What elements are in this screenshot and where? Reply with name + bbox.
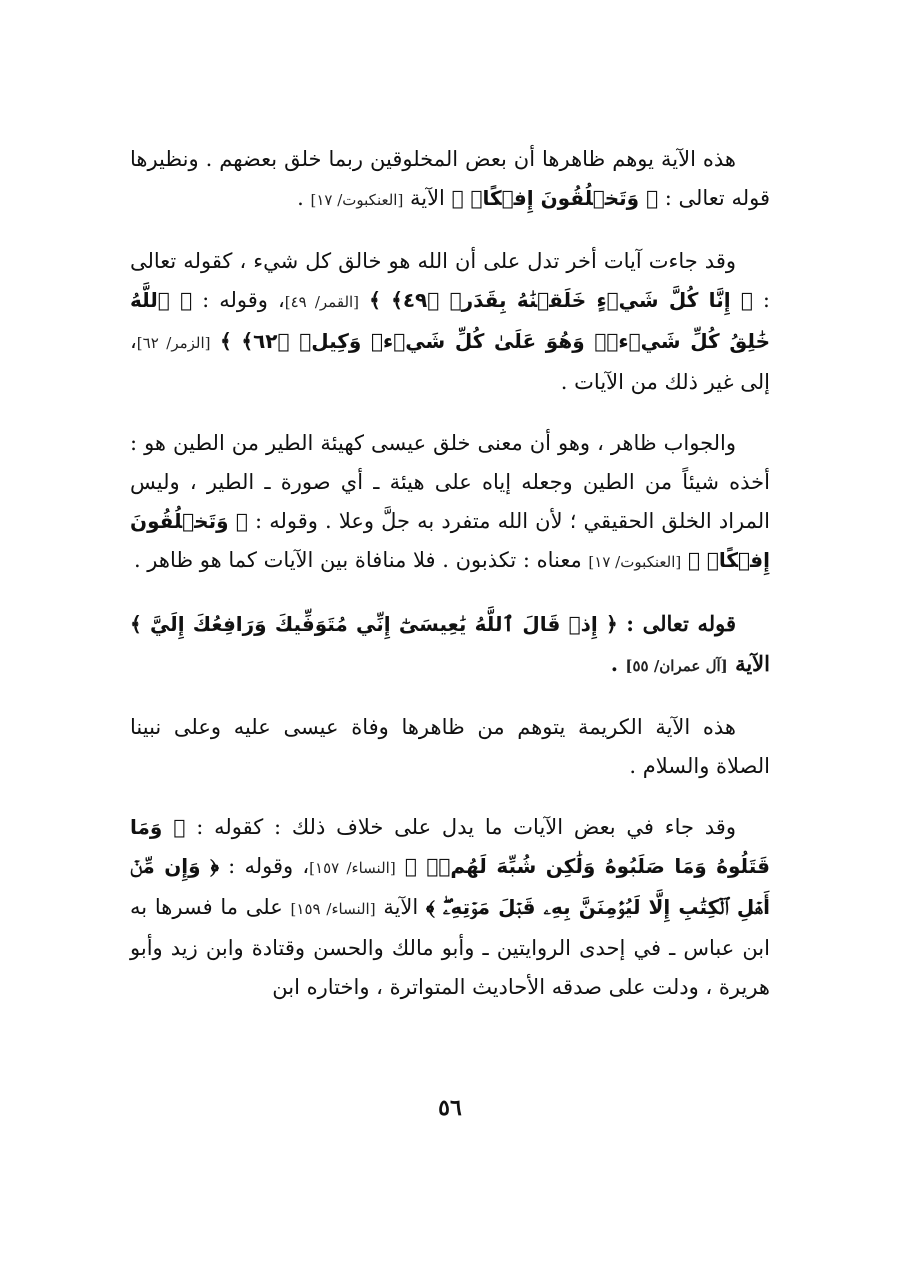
paragraph-6	[130, 808, 770, 1007]
paragraph-5	[130, 708, 770, 786]
paragraph-text: والجواب ظاهر ، وهو أن معنى خلق عيسى كهيئة الطير من الطين هو : أخذه شيئاً من الطين وجعله إياه على هيئة ـ أي صورة ـ الطير ، وليس المراد الخلق الحقيقي ؛ لأن الله متفرد به جلَّ وعلا . وقوله :	[130, 431, 770, 533]
paragraph-2	[130, 242, 770, 402]
paragraph-text: الآية	[727, 651, 770, 676]
page-body	[130, 140, 770, 1029]
quran-verse: ﴿ وَإِن مِّنۡ أَهۡلِ ٱلۡكِتَٰبِ إِلَّا لَيُؤۡمِنَنَّ بِهِۦ قَبۡلَ مَوۡتِهِۦۖ ﴾	[130, 854, 770, 919]
paragraph-text: معناه : تكذبون . فلا منافاة بين الآيات كما هو ظاهر .	[133, 548, 589, 572]
verse-reference: [النساء/ ١٥٩]	[290, 900, 376, 918]
paragraph-text: .	[610, 651, 626, 676]
paragraph-4-heading	[130, 604, 770, 686]
paragraph-3	[130, 424, 770, 582]
quran-verse: ﴿ وَمَا قَتَلُوهُ وَمَا صَلَبُوهُ وَلَٰكِن شُبِّهَ لَهُمۡۚ ﴾	[130, 815, 770, 878]
verse-reference: [الزمر/ ٦٢]	[136, 334, 211, 352]
paragraph-text: وقد جاء في بعض الآيات ما يدل على خلاف ذلك : كقوله :	[185, 815, 736, 839]
paragraph-1	[130, 140, 770, 220]
paragraph-text: الآية	[403, 186, 452, 210]
paragraph-text: ، وقوله :	[192, 288, 285, 312]
paragraph-text: ، وقوله :	[218, 854, 310, 878]
paragraph-text: الآية	[375, 895, 426, 919]
paragraph-text: .	[297, 186, 311, 210]
paragraph-text	[211, 329, 220, 353]
paragraph-text	[359, 288, 369, 312]
verse-reference: [القمر/ ٤٩]	[284, 293, 360, 311]
verse-reference: [العنكبوت/ ١٧]	[310, 191, 404, 209]
quran-verse: ﴿ ٱللَّهُ خَٰلِقُ كُلِّ شَيۡءٖۖ وَهُوَ عَلَىٰ كُلِّ شَيۡءٖ وَكِيلٞ ﴿٦٢﴾ ﴾	[130, 288, 770, 353]
quran-verse: ﴿ إِنَّا كُلَّ شَيۡءٍ خَلَقۡنَٰهُ بِقَدَرٖ ﴿٤٩﴾ ﴾	[369, 288, 753, 312]
paragraph-text	[681, 548, 688, 572]
paragraph-text: هذه الآية يوهم ظاهرها أن بعض المخلوقين ربما خلق بعضهم . ونظيرها قوله تعالى :	[130, 147, 770, 210]
verse-reference: [العنكبوت/ ١٧]	[588, 553, 682, 571]
quran-verse: ﴿ وَتَخۡلُقُونَ إِفۡكًاۚ ﴾	[130, 509, 770, 572]
section-lead: قوله تعالى :	[617, 611, 736, 636]
paragraph-text: هذه الآية الكريمة يتوهم من ظاهرها وفاة عيسى عليه وعلى نبينا الصلاة والسلام .	[130, 715, 770, 778]
paragraph-text: على ما فسرها به ابن عباس ـ في إحدى الروايتين ـ وأبو مالك والحسن وقتادة وابن زيد وأبو هريرة ، ودلت على صدقه الأحاديث المتواترة ، واختاره ابن	[130, 895, 770, 999]
paragraph-text	[396, 854, 405, 878]
verse-reference: [النساء/ ١٥٧]	[309, 859, 396, 877]
quran-verse: ﴿ إِذۡ قَالَ ٱللَّهُ يَٰعِيسَىٰٓ إِنِّي مُتَوَفِّيكَ وَرَافِعُكَ إِلَيَّ ﴾	[130, 612, 618, 636]
quran-verse: ﴿ وَتَخۡلُقُونَ إِفۡكًاۚ ﴾	[451, 186, 659, 210]
verse-reference: [آل عمران/ ٥٥]	[625, 657, 728, 675]
paragraph-text: وقد جاءت آيات أخر تدل على أن الله هو خالق كل شيء ، كقوله تعالى :	[130, 249, 770, 312]
paragraph-text: ، إلى غير ذلك من الآيات .	[130, 329, 770, 394]
page-number: ٥٦	[438, 1095, 462, 1121]
